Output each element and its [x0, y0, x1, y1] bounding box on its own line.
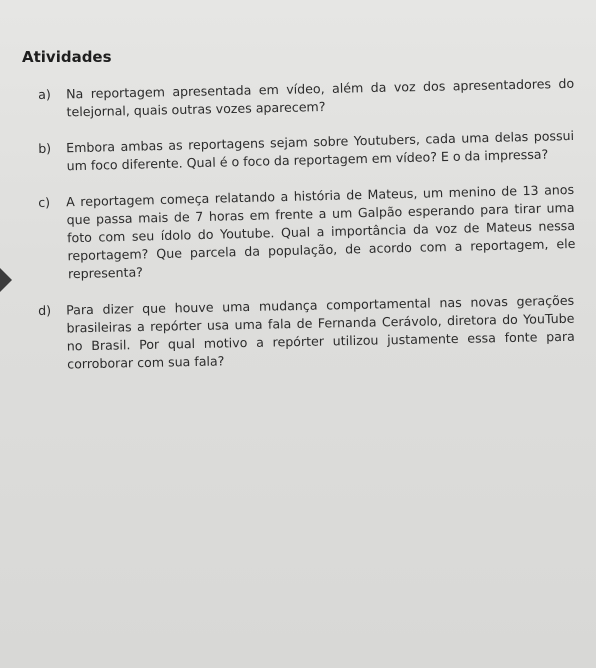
question-text: Embora ambas as reportagens sejam sobre Youtubers, cada uma delas possui um foco diferente. Qual é o foco da reportagem em vídeo? E o da impressa?: [66, 127, 575, 174]
margin-arrow-icon: [0, 268, 12, 292]
question-a: [38, 75, 575, 122]
question-b: [38, 127, 575, 176]
question-label: c): [38, 194, 51, 210]
question-text: Na reportagem apresentada em vídeo, além da voz dos apresentadores do telejornal, quais outras vozes aparecem?: [66, 75, 575, 120]
question-label: b): [38, 140, 52, 156]
question-c: [38, 181, 576, 284]
question-label: a): [38, 86, 51, 102]
page-title: Atividades: [22, 48, 112, 66]
question-d: [38, 292, 575, 374]
question-list: [38, 75, 576, 392]
question-text: A reportagem começa relatando a história de Mateus, um menino de 13 anos que passa mais de 7 horas em frente a um Galpão esperando para tirar uma foto com seu ídolo do Youtube. Qual a importância da voz de Mateus nessa reportagem? Que parcela da população, de acordo com a reportagem, ele representa?: [66, 181, 576, 282]
question-text: Para dizer que houve uma mudança comportamental nas novas gerações brasileiras a repórter usa uma fala de Fernanda Cerávolo, diretora do YouTube no Brasil. Por qual motivo a repórter utilizou justamente essa fonte para corroborar com sua fala?: [66, 292, 575, 372]
question-label: d): [38, 302, 52, 318]
